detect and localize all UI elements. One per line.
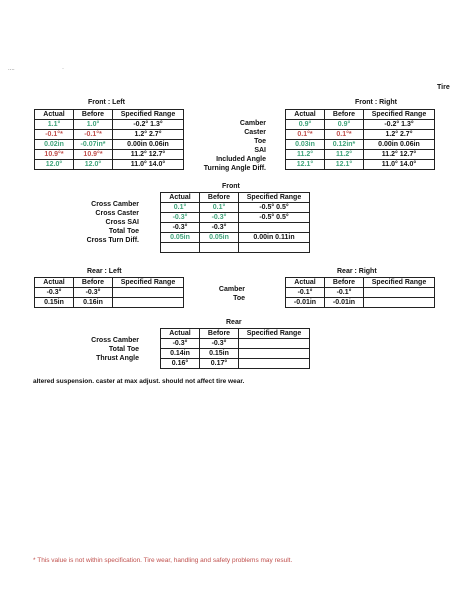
row-label: Cross Camber (91, 337, 139, 344)
cell-actual: 0.05in (161, 233, 200, 243)
cell-actual: 0.16° (161, 359, 200, 369)
cell-actual: 0.1° (161, 203, 200, 213)
cell-actual: -0.3° (35, 288, 74, 298)
table-row (161, 349, 310, 359)
cell-spec (364, 298, 435, 308)
table-row (35, 150, 184, 160)
row-label: SAI (254, 147, 266, 154)
cell-actual: 0.1°* (286, 130, 325, 140)
front-title: Front (222, 183, 240, 190)
rear-left-table (34, 277, 184, 308)
front-left-title: Front : Left (88, 99, 125, 106)
cell-actual: -0.1° (286, 288, 325, 298)
row-label: Turning Angle Diff. (203, 165, 266, 172)
front-left-table (34, 109, 184, 170)
cell-before: 11.2° (325, 150, 364, 160)
before-header: Before (74, 110, 113, 120)
spec-header: Specified Range (364, 110, 435, 120)
suspension-note: altered suspension. caster at max adjust. should not affect tire wear. (33, 378, 245, 385)
cell-before (200, 243, 239, 253)
cell-before: 12.1° (325, 160, 364, 170)
actual-header: Actual (286, 110, 325, 120)
header-row (161, 193, 310, 203)
cell-spec: -0.5° 0.5° (239, 213, 310, 223)
cell-spec: 1.2° 2.7° (364, 130, 435, 140)
cell-spec: 11.0° 14.0° (113, 160, 184, 170)
spec-header: Specified Range (239, 193, 310, 203)
row-label: Camber (218, 286, 245, 293)
cell-before: 10.9°* (74, 150, 113, 160)
table-row (161, 233, 310, 243)
cell-before: 0.12in* (325, 140, 364, 150)
cell-before: -0.3° (200, 223, 239, 233)
cell-spec: -0.2° 1.3° (364, 120, 435, 130)
before-header: Before (325, 278, 364, 288)
cell-actual: -0.01in (286, 298, 325, 308)
row-label: Cross Caster (95, 210, 139, 217)
before-header: Before (200, 329, 239, 339)
cell-actual: -0.1°* (35, 130, 74, 140)
out-of-spec-footnote: * This value is not within specification. Tire wear, handling and safety problems may result. (33, 557, 293, 564)
cell-spec (113, 288, 184, 298)
cell-spec: 11.2° 12.7° (364, 150, 435, 160)
table-row (35, 130, 184, 140)
cell-before: -0.1° (325, 288, 364, 298)
cell-actual: 0.15in (35, 298, 74, 308)
scan-smudge: .... (8, 66, 15, 72)
spec-header: Specified Range (364, 278, 435, 288)
rear-right-table (285, 277, 435, 308)
header-row (35, 278, 184, 288)
row-label: Included Angle (216, 156, 266, 163)
cell-actual: 12.1° (286, 160, 325, 170)
cell-spec (239, 339, 310, 349)
cell-actual: 12.0° (35, 160, 74, 170)
table-row (161, 243, 310, 253)
actual-header: Actual (161, 329, 200, 339)
row-label: Toe (254, 138, 266, 145)
cell-actual: 0.03in (286, 140, 325, 150)
actual-header: Actual (35, 110, 74, 120)
row-label: Cross Camber (91, 201, 139, 208)
rear-title: Rear (226, 319, 242, 326)
cell-before: -0.1°* (74, 130, 113, 140)
table-row (286, 298, 435, 308)
cell-before: -0.3° (200, 339, 239, 349)
row-label: Camber (239, 120, 266, 127)
cell-before: -0.3° (74, 288, 113, 298)
cell-actual: 0.02in (35, 140, 74, 150)
actual-header: Actual (35, 278, 74, 288)
cell-spec (113, 298, 184, 308)
cell-spec (239, 243, 310, 253)
cell-before: -0.07in* (74, 140, 113, 150)
table-row (161, 213, 310, 223)
spec-header: Specified Range (239, 329, 310, 339)
cell-spec: 0.00in 0.06in (113, 140, 184, 150)
row-label: Toe (233, 295, 245, 302)
table-row (161, 223, 310, 233)
cell-spec: 11.0° 14.0° (364, 160, 435, 170)
table-row (286, 288, 435, 298)
cell-actual: -0.3° (161, 223, 200, 233)
front-right-title: Front : Right (355, 99, 397, 106)
front-table (160, 192, 310, 253)
row-label: Thrust Angle (96, 355, 139, 362)
cell-before: 1.0° (74, 120, 113, 130)
rear-table (160, 328, 310, 369)
cell-spec (239, 223, 310, 233)
row-label: Cross Turn Diff. (86, 237, 139, 244)
cell-spec (239, 349, 310, 359)
table-row (35, 288, 184, 298)
before-header: Before (200, 193, 239, 203)
before-header: Before (325, 110, 364, 120)
cell-before: 0.17° (200, 359, 239, 369)
table-row (286, 130, 435, 140)
cell-spec: 1.2° 2.7° (113, 130, 184, 140)
cell-before: 0.15in (200, 349, 239, 359)
rear-right-title: Rear : Right (337, 268, 377, 275)
spec-header: Specified Range (113, 110, 184, 120)
cell-actual: 1.1° (35, 120, 74, 130)
header-row (286, 278, 435, 288)
table-row (35, 298, 184, 308)
cell-before: 0.1° (200, 203, 239, 213)
cell-before: 0.05in (200, 233, 239, 243)
table-row (35, 160, 184, 170)
cell-actual: 10.9°* (35, 150, 74, 160)
cell-actual: 0.9° (286, 120, 325, 130)
rear-left-title: Rear : Left (87, 268, 122, 275)
table-row (286, 120, 435, 130)
actual-header: Actual (286, 278, 325, 288)
before-header: Before (74, 278, 113, 288)
cell-spec (239, 359, 310, 369)
table-row (286, 150, 435, 160)
cell-actual: 11.2° (286, 150, 325, 160)
tire-label: Tire (437, 84, 450, 91)
cell-before: -0.01in (325, 298, 364, 308)
front-right-table (285, 109, 435, 170)
cell-spec: -0.2° 1.3° (113, 120, 184, 130)
cell-before: -0.3° (200, 213, 239, 223)
cell-actual (161, 243, 200, 253)
cell-spec (364, 288, 435, 298)
cell-actual: -0.3° (161, 339, 200, 349)
cell-actual: 0.14in (161, 349, 200, 359)
actual-header: Actual (161, 193, 200, 203)
scan-smudge: · (62, 66, 64, 72)
table-row (161, 203, 310, 213)
header-row (161, 329, 310, 339)
table-row (286, 140, 435, 150)
table-row (286, 160, 435, 170)
cell-spec: 0.00in 0.11in (239, 233, 310, 243)
row-label: Cross SAI (105, 219, 139, 226)
table-row (161, 359, 310, 369)
cell-spec: 0.00in 0.06in (364, 140, 435, 150)
table-row (35, 140, 184, 150)
spec-header: Specified Range (113, 278, 184, 288)
row-label: Caster (244, 129, 266, 136)
cell-spec: 11.2° 12.7° (113, 150, 184, 160)
cell-before: 12.0° (74, 160, 113, 170)
table-row (161, 339, 310, 349)
row-label: Total Toe (108, 346, 139, 353)
cell-spec: -0.5° 0.5° (239, 203, 310, 213)
cell-before: 0.16in (74, 298, 113, 308)
header-row (35, 110, 184, 120)
row-label: Total Toe (108, 228, 139, 235)
table-row (35, 120, 184, 130)
cell-before: 0.1°* (325, 130, 364, 140)
cell-before: 0.9° (325, 120, 364, 130)
cell-actual: -0.3° (161, 213, 200, 223)
header-row (286, 110, 435, 120)
